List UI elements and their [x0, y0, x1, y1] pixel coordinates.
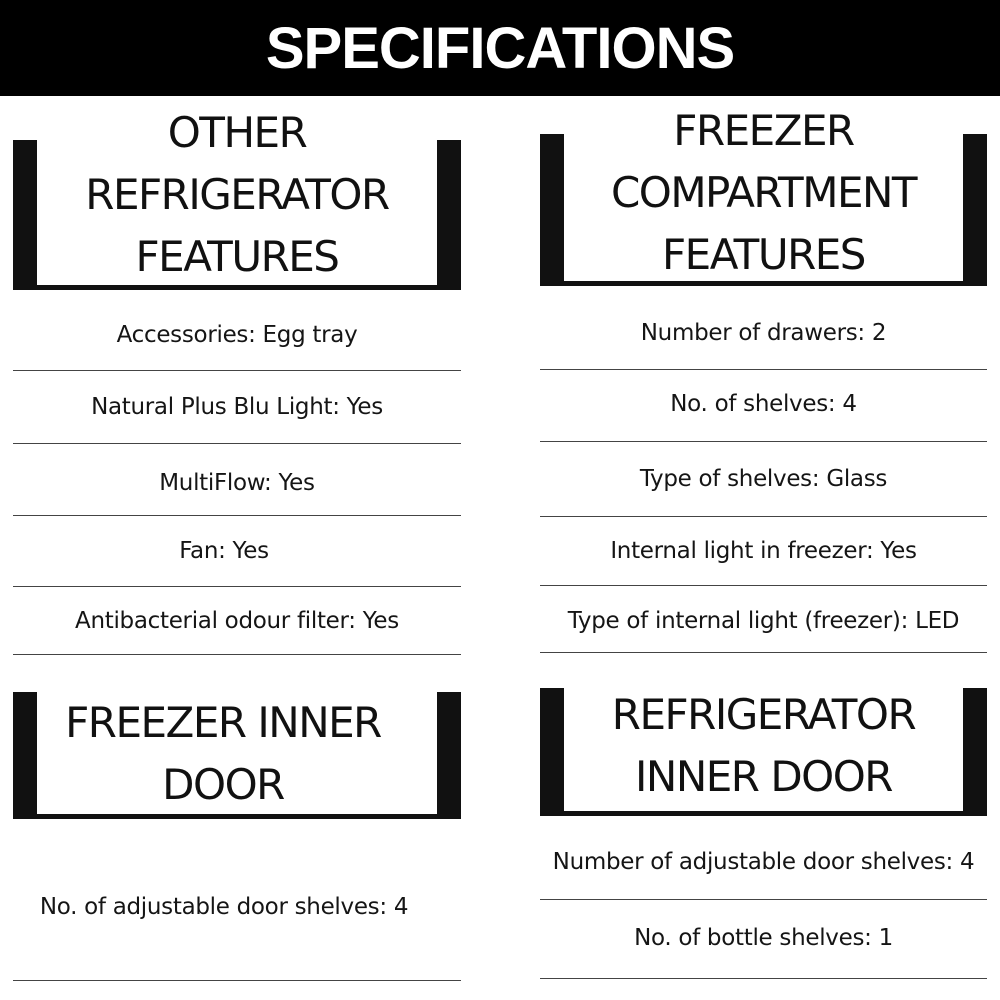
specifications-banner: [0, 0, 1000, 96]
other-refrigerator-features-title: [13, 102, 461, 288]
row-divider: [13, 370, 461, 371]
title-line: REFRIGERATOR: [611, 690, 916, 739]
spec-row: Natural Plus Blu Light: Yes: [91, 394, 383, 420]
spec-row: Fan: Yes: [179, 538, 269, 564]
row-divider: [13, 654, 461, 655]
spec-row: Internal light in freezer: Yes: [610, 538, 917, 564]
row-divider: [540, 652, 987, 653]
refrigerator-inner-door-title: [540, 684, 987, 808]
row-divider: [540, 516, 987, 517]
title-line: COMPARTMENT: [610, 168, 917, 217]
row-divider: [13, 980, 461, 981]
row-divider: [13, 515, 461, 516]
spec-row: No. of shelves: 4: [670, 391, 857, 417]
title-line: FREEZER INNER: [65, 698, 381, 747]
freezer-compartment-features-title: [540, 100, 987, 286]
spec-row: Antibacterial odour filter: Yes: [75, 608, 399, 634]
row-divider: [540, 585, 987, 586]
row-divider: [540, 978, 987, 979]
title-line: FEATURES: [662, 230, 865, 279]
spec-row: No. of bottle shelves: 1: [634, 925, 893, 951]
title-line: REFRIGERATOR: [85, 170, 389, 219]
title-line: FREEZER: [673, 106, 854, 155]
title-line: FEATURES: [135, 232, 339, 281]
page-title: SPECIFICATIONS: [265, 15, 735, 81]
row-divider: [540, 369, 987, 370]
row-divider: [13, 586, 461, 587]
row-divider: [540, 899, 987, 900]
spec-row: Accessories: Egg tray: [116, 322, 358, 348]
freezer-inner-door-title: [13, 692, 433, 816]
spec-row: Number of adjustable door shelves: 4: [552, 849, 975, 875]
spec-row: Type of shelves: Glass: [639, 466, 888, 492]
title-line: DOOR: [162, 760, 284, 809]
row-divider: [13, 443, 461, 444]
spec-row: Number of drawers: 2: [640, 320, 887, 346]
spec-row: Type of internal light (freezer): LED: [567, 608, 960, 634]
title-line: INNER DOOR: [635, 752, 892, 801]
spec-row: No. of adjustable door shelves: 4: [39, 894, 409, 920]
row-divider: [540, 441, 987, 442]
title-line: OTHER: [167, 108, 307, 157]
spec-row: MultiFlow: Yes: [159, 470, 315, 496]
